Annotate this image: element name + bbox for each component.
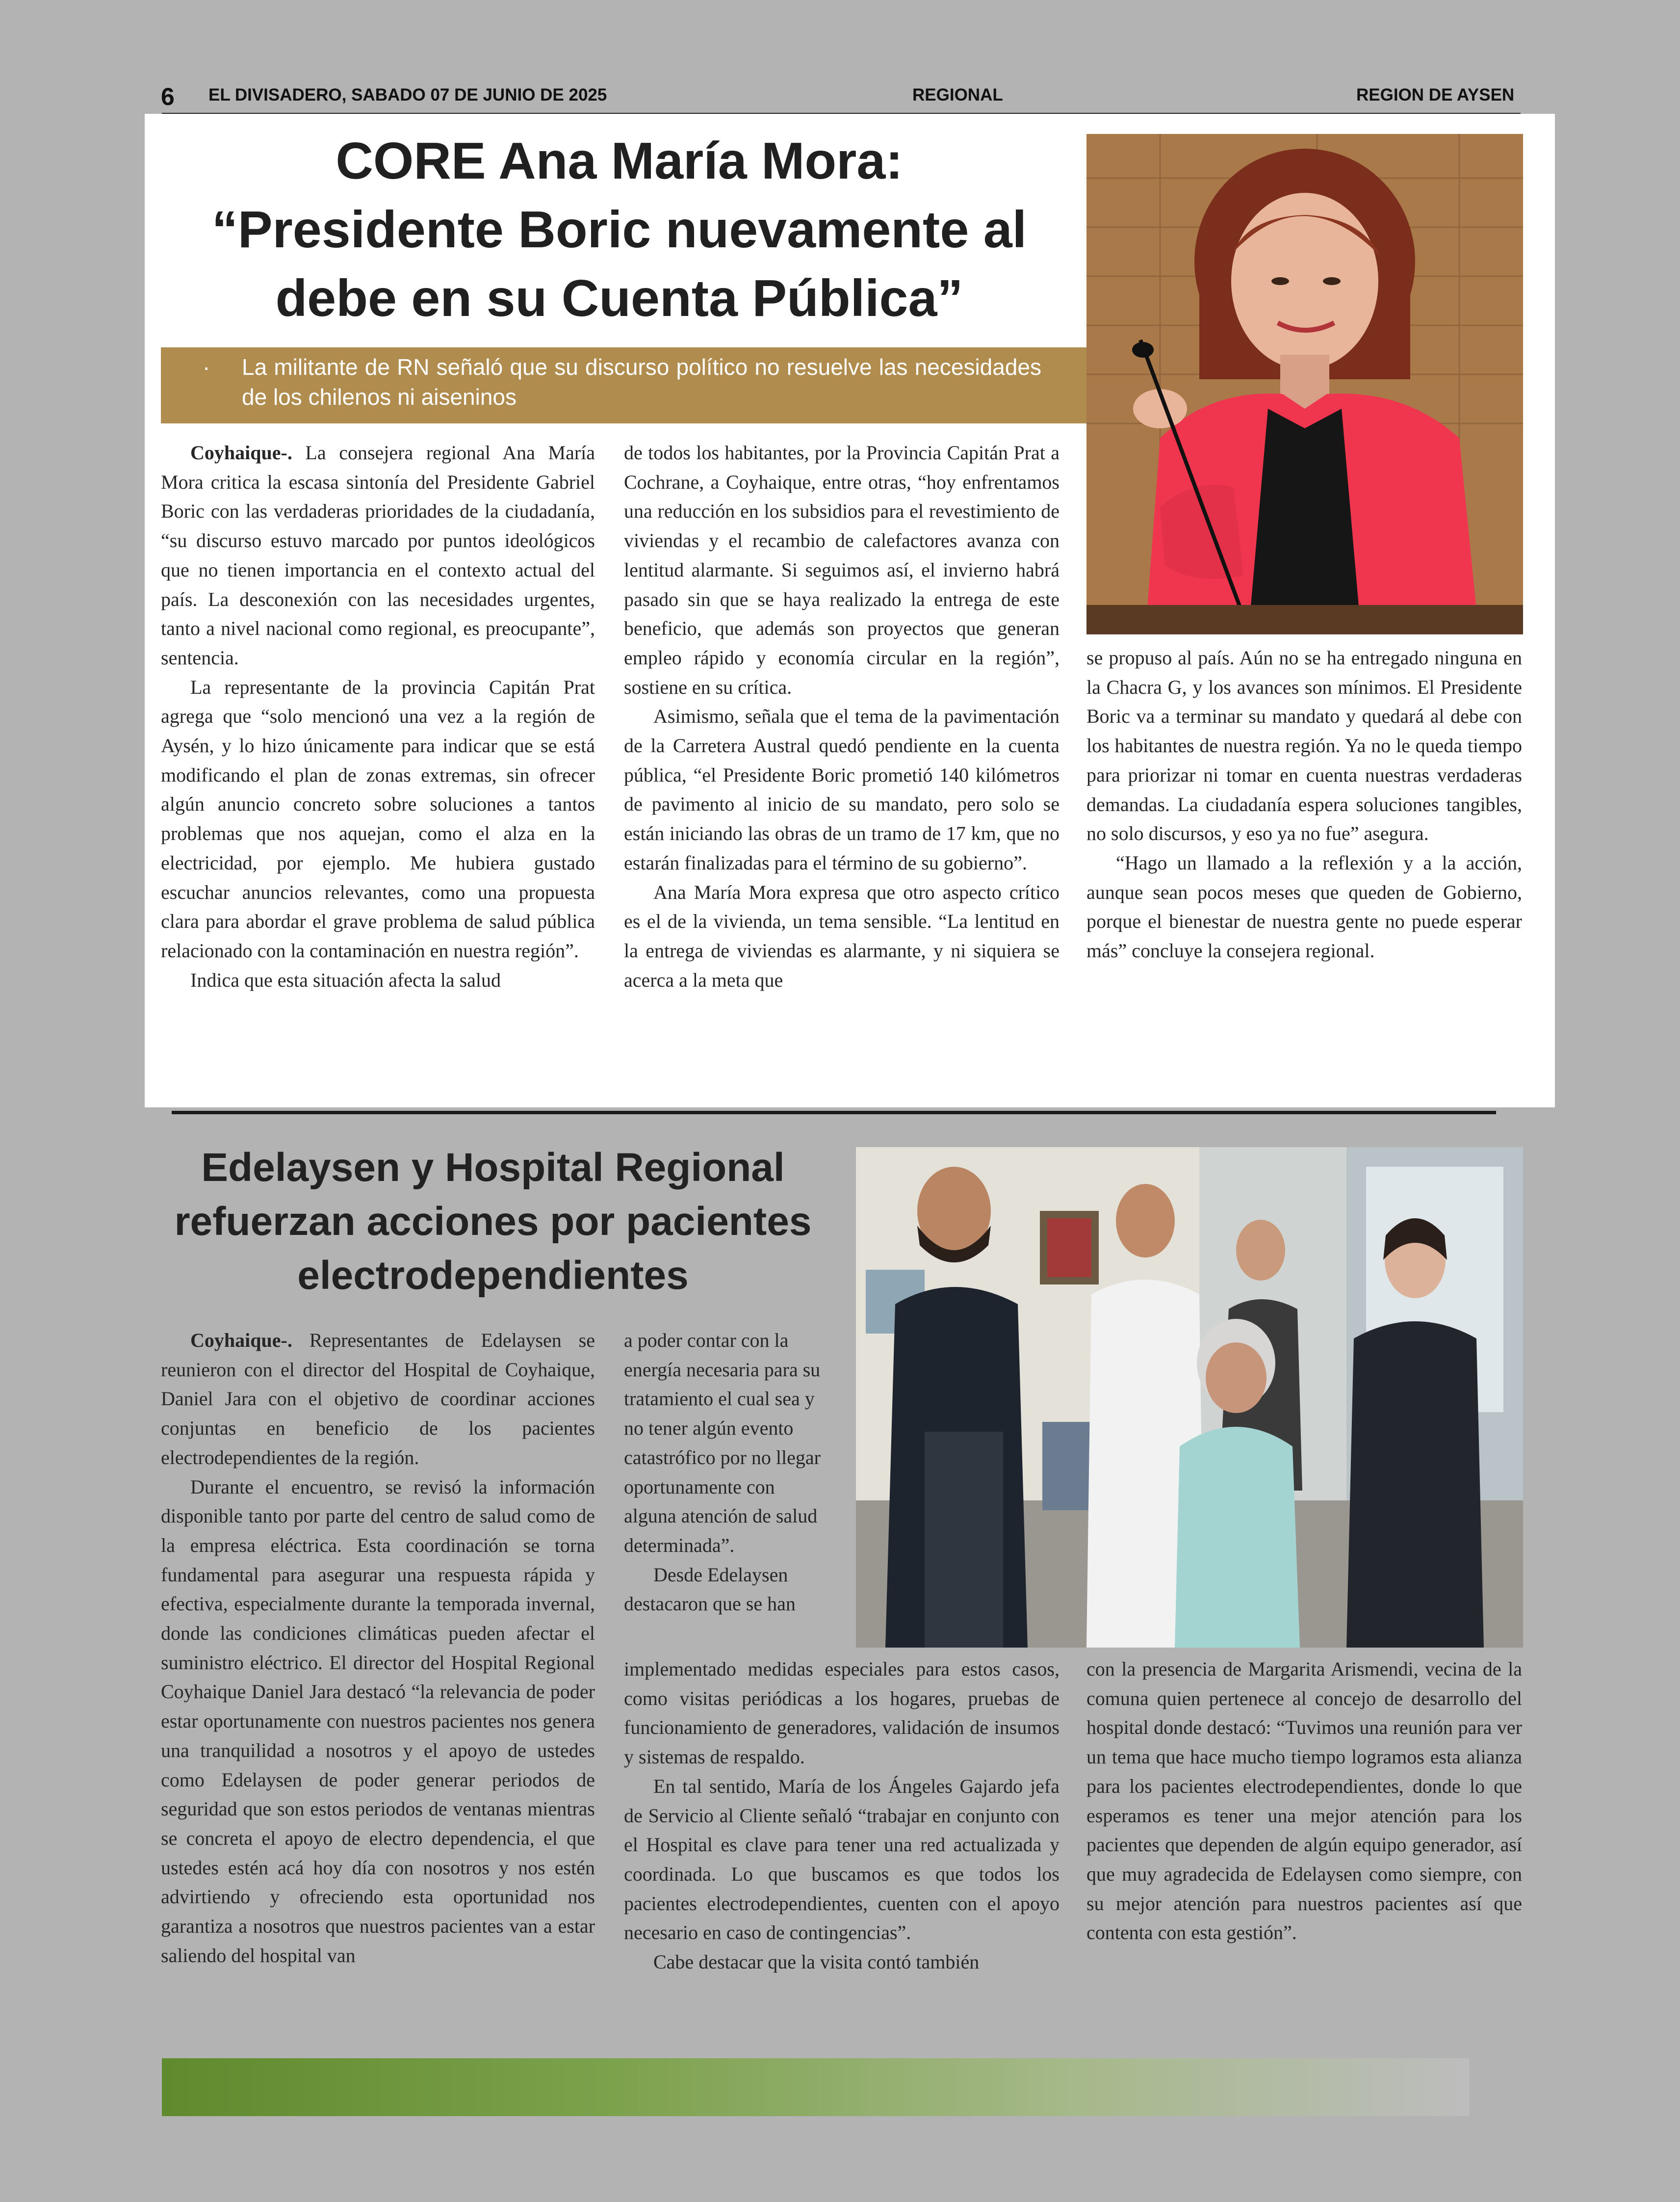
paragraph: La representante de la provincia Capitán Prat agrega que “solo mencionó una vez a la región de Aysén, y lo hizo únicamente para indicar que se está modificando el plan de zonas extremas, sin ofrecer algún anuncio concreto sobre soluciones a tantos problemas que nos aquejan, como el alza en la electricidad, por ejemplo. Me hubiera gustado escuchar anuncios relevantes, como una propuesta clara para abordar el grave problema de salud pública relacionado con la contaminación en nuestra región”. [161,676,595,962]
article1-headline-line: “Presidente Boric nuevamente al [211,201,1027,259]
paragraph: se propuso al país. Aún no se ha entregado ninguna en la Chacra G, y los avances son mínimos. El Presidente Boric va a terminar su mandato y quedará al debe con los habitantes de nuestra región. Ya no le queda tiempo para priorizar ni tomar en cuenta nuestras verdaderas demandas. La ciudadanía espera soluciones tangibles, no solo discursos, y eso ya no fue” asegura. [1086,647,1522,845]
article2-column-1 [161,1326,595,2027]
paragraph: Durante el encuentro, se revisó la información disponible tanto por parte del centro de salud como de la empresa eléctrica. Esta coordinación se torna fundamental para asegurar una respuesta rápida y efectiva, especialmente durante la temporada invernal, donde las condiciones climáticas pueden afectar el suministro eléctrico. El director del Hospital Regional Coyhaique Daniel Jara destacó “la relevancia de poder estar oportunamente con nuestros pacientes nos genera una tranquilidad a nosotros y el apoyo de ustedes como Edelaysen de poder generar periodos de seguridad que son estos periodos de ventanas mientras se concreta el apoyo de electro dependencia, el que ustedes estén acá hoy día con nosotros y nos estén advirtiendo y ofreciendo esta oportunidad nos garantiza a nosotros que nuestros pacientes van a estar saliendo del hospital van [161,1475,595,1966]
article1-headline [157,127,1082,333]
paragraph: Desde Edelaysen destacaron que se han [624,1563,796,1615]
article1-headline-line: CORE Ana María Mora: [336,132,903,190]
article2-group-photo [856,1147,1523,1648]
group-photo-illustration [856,1147,1523,1648]
article1-portrait-photo [1086,134,1523,634]
paragraph: a poder contar con la energía necesaria para su tratamiento el cual sea y no tener algún evento catastrófico por no llegar oportunamente con alguna atención de salud determinada”. [624,1329,821,1556]
paragraph: Cabe destacar que la visita contó también [653,1951,980,1973]
paragraph: de todos los habitantes, por la Provincia Capitán Prat a Cochrane, a Coyhaique, entre otras, “hoy enfrentamos una reducción en los subsidios para el revestimiento de viviendas y el recambio de calefactores avanza con lentitud alarmante. Si seguimos así, el invierno habrá pasado sin que se haya realizado la entrega de este beneficio, que además son proyectos que generan empleo rápido y economía circular en la región”, sostiene en su crítica. [624,442,1060,698]
paragraph: implementado medidas especiales para estos casos, como visitas periódicas a los hogares, pruebas de funcionamiento de generadores, validación de insumos y sistemas de respaldo. [624,1658,1060,1768]
dateline: Coyhaique-. [190,442,292,464]
paragraph: Asimismo, señala que el tema de la pavimentación de la Carretera Austral quedó pendiente en la cuenta pública, “el Presidente Boric prometió 140 kilómetros de pavimento al inicio de su mandato, pero solo se están iniciando las obras de un tramo de 17 km, que no estarán finalizadas para el término de su gobierno”. [624,705,1060,874]
portrait-illustration [1086,134,1523,634]
article1-subtitle-banner [161,347,1090,423]
article2-headline-line: refuerzan acciones por pacientes [174,1199,812,1244]
article2-headline-line: Edelaysen y Hospital Regional [201,1145,785,1190]
paragraph: Ana María Mora expresa que otro aspecto crítico es el de la vivienda, un tema sensible. “La lentitud en la entrega de viviendas es alarmante, y ni siquiera se acerca a la meta que [624,881,1060,991]
page-number: 6 [161,83,175,110]
article2-column-3 [1086,1654,1522,2027]
article1-subtitle: La militante de RN señaló que su discurso político no resuelve las necesidades de los chilenos ni aiseninos [242,354,1041,410]
article2-column-2-lower [624,1654,1060,2027]
article1-column-1 [161,438,595,1088]
article2-headline-line: electrodependientes [297,1253,689,1298]
region-label: REGION DE AYSEN [1356,85,1515,105]
paragraph: con la presencia de Margarita Arismendi, vecina de la comuna quien pertenece al concejo de desarrollo del hospital donde destacó: “Tuvimos una reunión para ver un tema que hace mucho tiempo logramos esta alianza para los pacientes electrodependientes, donde lo que esperamos es tener una mejor atención para los pacientes que dependen de algún equipo generador, así que muy agradecida de Edelaysen como siempre, con su mejor atención para nuestros pacientes así que contenta con esta gestión”. [1086,1658,1522,1944]
section-divider [172,1111,1496,1114]
section-label: REGIONAL [912,85,1003,105]
paragraph: Indica que esta situación afecta la salud [190,969,501,991]
footer-gradient-bar [162,2058,1469,2116]
article1-column-2 [624,438,1060,1088]
paragraph: Representantes de Edelaysen se reunieron con el director del Hospital de Coyhaique, Daniel Jara con el objetivo de coordinar acciones conjuntas en beneficio de los pacientes electrodependientes de la región. [161,1329,595,1468]
paragraph: La consejera regional Ana María Mora critica la escasa sintonía del Presidente Gabriel Boric con las verdaderas prioridades de la ciudadanía, “su discurso estuvo marcado por puntos ideológicos que no tienen importancia en el contexto actual del país. La desconexión con las necesidades urgentes, tanto a nivel nacional como regional, es preocupante”, sentencia. [161,442,595,669]
dateline: Coyhaique-. [190,1329,292,1351]
article2-column-2-upper [624,1326,830,1650]
bullet-mark: · [203,354,210,380]
paragraph: En tal sentido, María de los Ángeles Gajardo jefa de Servicio al Cliente señaló “trabajar en conjunto con el Hospital es clave para tener una red actualizada y coordinada. Lo que buscamos es que todos los pacientes electrodependientes, cuenten con el apoyo necesario en caso de contingencias”. [624,1775,1060,1944]
paragraph: “Hago un llamado a la reflexión y a la acción, aunque sean pocos meses que queden de Gobierno, porque el bienestar de nuestra gente no puede esperar más” concluye la consejera regional. [1086,851,1522,962]
article1-headline-line: debe en su Cuenta Pública” [275,269,963,327]
publication-date: EL DIVISADERO, SABADO 07 DE JUNIO DE 2025 [208,85,607,105]
article2-headline [155,1141,831,1303]
article1-column-3 [1086,643,1522,1065]
